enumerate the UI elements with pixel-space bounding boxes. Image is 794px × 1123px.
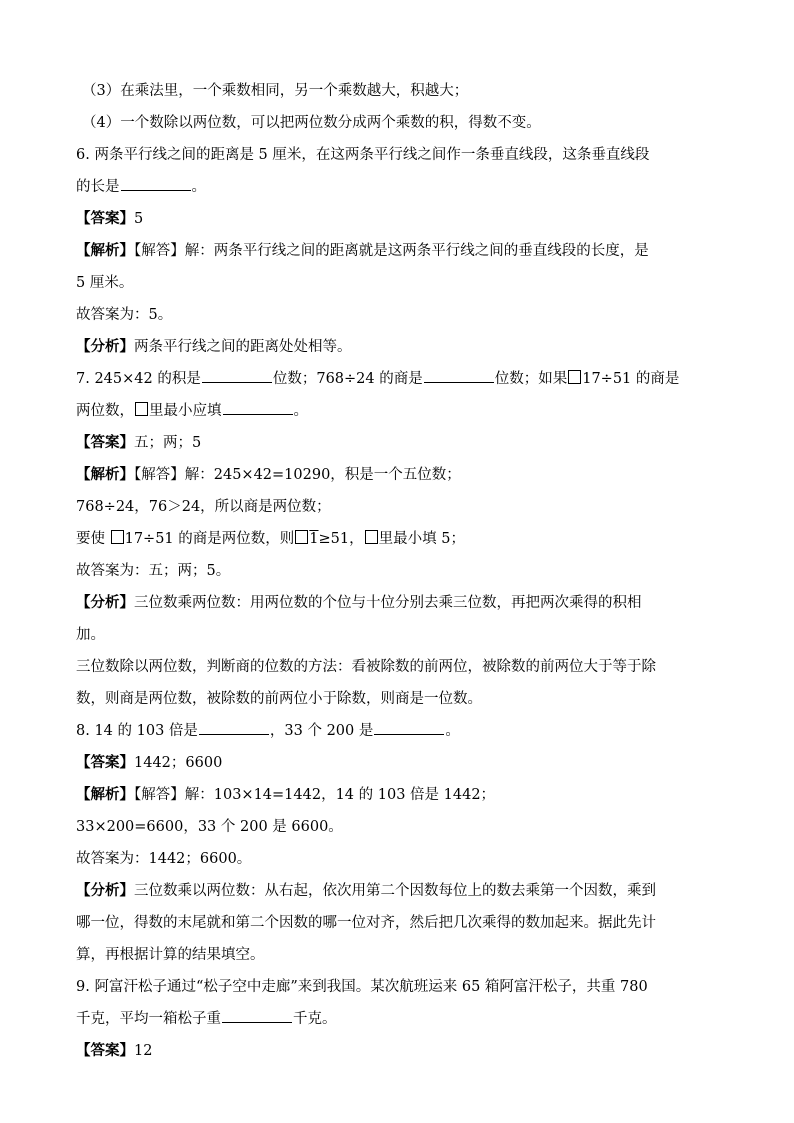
text: 768÷24，76＞24，所以商是两位数； bbox=[76, 499, 331, 515]
text: 8. 14 的 103 倍是 bbox=[76, 723, 198, 739]
analysis-line bbox=[76, 784, 718, 806]
text-line bbox=[76, 912, 718, 934]
text: 7. 245×42 的积是 bbox=[76, 371, 201, 387]
box-symbol bbox=[568, 370, 581, 384]
text-line bbox=[76, 304, 718, 326]
analysis-line bbox=[76, 240, 718, 262]
text: 加。 bbox=[76, 627, 105, 643]
text: 【解答】解：103×14=1442，14 的 103 倍是 1442； bbox=[134, 787, 496, 803]
question-9 bbox=[76, 976, 718, 998]
text-line bbox=[76, 560, 718, 582]
text: 数，则商是两位数，被除数的前两位小于除数，则商是一位数。 bbox=[76, 691, 482, 707]
text: 两条平行线之间的距离处处相等。 bbox=[134, 339, 352, 355]
text: 五；两；5 bbox=[134, 435, 202, 451]
text: 两位数， bbox=[76, 403, 134, 419]
box-symbol bbox=[295, 530, 308, 544]
text: 5 厘米。 bbox=[76, 275, 134, 291]
text: 千克，平均一箱松子重 bbox=[76, 1011, 221, 1027]
answer-blank bbox=[374, 720, 444, 735]
text: 。 bbox=[293, 403, 308, 419]
answer-blank bbox=[223, 400, 293, 415]
note-tag: 【分析】 bbox=[76, 338, 134, 355]
text: 位数；如果 bbox=[494, 371, 568, 387]
text-line bbox=[76, 176, 718, 198]
text-line bbox=[76, 496, 718, 518]
text: 哪一位，得数的末尾就和第二个因数的哪一位对齐，然后把几次乘得的数加起来。据此先计 bbox=[76, 915, 656, 931]
text-line bbox=[76, 624, 718, 646]
text: 。 bbox=[445, 723, 460, 739]
text: 9. 阿富汗松子通过“松子空中走廊”来到我国。某次航班运来 65 箱阿富汗松子，共重 780 bbox=[76, 979, 648, 995]
text-line bbox=[76, 816, 718, 838]
box-symbol bbox=[365, 530, 378, 544]
note-tag: 【分析】 bbox=[76, 594, 134, 611]
note-line bbox=[76, 592, 718, 614]
question-7 bbox=[76, 368, 718, 390]
text: 17÷51 的商是 bbox=[582, 371, 680, 387]
analysis-tag: 【解析】 bbox=[76, 242, 134, 259]
text: 位数；768÷24 的商是 bbox=[272, 371, 423, 387]
answer-blank bbox=[121, 176, 191, 191]
text-line bbox=[82, 80, 718, 102]
question-6 bbox=[76, 144, 718, 166]
text-line bbox=[76, 400, 718, 422]
box-symbol bbox=[111, 530, 124, 544]
answer-blank bbox=[199, 720, 269, 735]
question-8 bbox=[76, 720, 718, 742]
answer-blank bbox=[202, 368, 272, 383]
text: 故答案为：5。 bbox=[76, 307, 173, 323]
text: 故答案为：1442；6600。 bbox=[76, 851, 252, 867]
note-line bbox=[76, 880, 718, 902]
analysis-tag: 【解析】 bbox=[76, 786, 134, 803]
text: 三位数乘两位数：用两位数的个位与十位分别去乘三位数，再把两次乘得的积相 bbox=[134, 595, 642, 611]
answer-tag: 【答案】 bbox=[76, 434, 134, 451]
note-tag: 【分析】 bbox=[76, 882, 134, 899]
analysis-tag: 【解析】 bbox=[76, 466, 134, 483]
text: 要使 bbox=[76, 531, 110, 547]
text: 33×200=6600，33 个 200 是 6600。 bbox=[76, 819, 343, 835]
text-line bbox=[76, 656, 718, 678]
text: 算，再根据计算的结果填空。 bbox=[76, 947, 265, 963]
box-symbol bbox=[135, 402, 148, 416]
answer-tag: 【答案】 bbox=[76, 754, 134, 771]
text: 的长是 bbox=[76, 179, 120, 195]
text-line bbox=[76, 848, 718, 870]
answer-blank bbox=[424, 368, 494, 383]
text-line bbox=[76, 944, 718, 966]
text: 【解答】解：245×42=10290，积是一个五位数； bbox=[134, 467, 461, 483]
text: ，33 个 200 是 bbox=[269, 723, 374, 739]
text: 12 bbox=[134, 1043, 153, 1059]
answer-tag: 【答案】 bbox=[76, 210, 134, 227]
overlined-digit: 1 bbox=[309, 531, 319, 547]
text: 三位数除以两位数，判断商的位数的方法：看被除数的前两位，被除数的前两位大于等于除 bbox=[76, 659, 656, 675]
text: ≥51， bbox=[318, 531, 364, 547]
text-line bbox=[82, 112, 718, 134]
answer-blank bbox=[222, 1008, 292, 1023]
text: 1442；6600 bbox=[134, 755, 223, 771]
answer-line bbox=[76, 752, 718, 774]
answer-line bbox=[76, 1040, 718, 1062]
text: 千克。 bbox=[293, 1011, 337, 1027]
text: 17÷51 的商是两位数，则 bbox=[124, 531, 295, 547]
text: 【解答】解：两条平行线之间的距离就是这两条平行线之间的垂直线段的长度，是 bbox=[134, 243, 649, 259]
answer-tag: 【答案】 bbox=[76, 1042, 134, 1059]
text: 里最小填 5； bbox=[378, 531, 465, 547]
text-line bbox=[76, 528, 718, 550]
text: 故答案为：五；两；5。 bbox=[76, 563, 231, 579]
text: 6. 两条平行线之间的距离是 5 厘米，在这两条平行线之间作一条垂直线段，这条垂直线段 bbox=[76, 147, 650, 163]
note-line bbox=[76, 336, 718, 358]
text: （3）在乘法里，一个乘数相同，另一个乘数越大，积越大； bbox=[82, 83, 469, 99]
analysis-line bbox=[76, 464, 718, 486]
text: 里最小应填 bbox=[149, 403, 222, 419]
text: 5 bbox=[134, 211, 144, 227]
text: 。 bbox=[191, 179, 206, 195]
text-line bbox=[76, 688, 718, 710]
text-line bbox=[76, 272, 718, 294]
text: （4）一个数除以两位数，可以把两位数分成两个乘数的积，得数不变。 bbox=[82, 115, 541, 131]
text-line bbox=[76, 1008, 718, 1030]
answer-line bbox=[76, 208, 718, 230]
answer-line bbox=[76, 432, 718, 454]
text: 三位数乘以两位数：从右起，依次用第二个因数每位上的数去乘第一个因数，乘到 bbox=[134, 883, 656, 899]
